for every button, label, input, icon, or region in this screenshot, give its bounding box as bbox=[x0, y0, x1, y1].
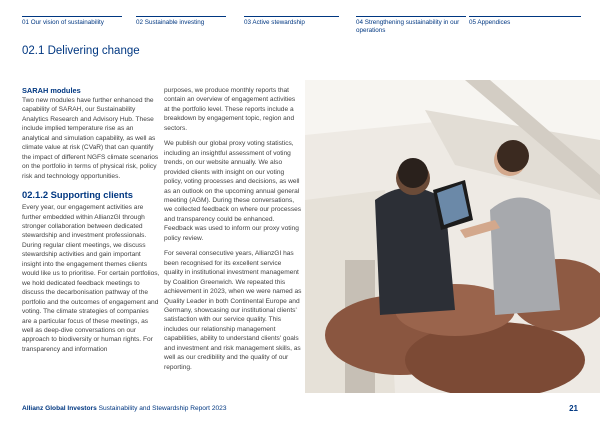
text-column-middle bbox=[164, 86, 302, 378]
section-nav bbox=[22, 16, 582, 38]
nav-label: 04 Strengthening sustainability in our operations bbox=[356, 19, 460, 35]
nav-label: 01 Our vision of sustainability bbox=[22, 19, 104, 26]
section-heading: 02.1.2 Supporting clients bbox=[22, 189, 133, 201]
footer-report-title: Sustainability and Stewardship Report 2023 bbox=[96, 405, 227, 412]
paragraph: We publish our global proxy voting statistics, including an insightful assessment of voting trends, on our website annually. We also provided clients with insight on our voting policy, voting processes and decisions, as well as an outlook on the upcoming annual general meeting (AGM). During these conversations, we collected feedback on where our processes and transparency could be enhanced. Feedback was used to inform our proxy voting policy review. bbox=[164, 140, 302, 242]
text-column-left bbox=[22, 86, 160, 360]
office-photo bbox=[305, 80, 600, 393]
nav-item-operations[interactable] bbox=[356, 16, 466, 36]
nav-label: 05 Appendices bbox=[469, 19, 511, 26]
nav-item-appendices[interactable] bbox=[469, 16, 581, 27]
footer-brand: Allianz Global Investors bbox=[22, 405, 97, 412]
subhead-sarah: SARAH modules bbox=[22, 86, 81, 95]
photo-illustration bbox=[305, 80, 600, 393]
paragraph: Two new modules have further enhanced the capability of SARAH, our Sustainability Analytics Research and Advisory Hub. These include implied temperature rise as an analytical and simulation capability, as well as climate value at risk (CVaR) that can quantify the impact of different NGFS climate scenarios on the portfolio in terms of physical risk, policy risk and technology opportunities. bbox=[22, 97, 159, 180]
paragraph: For several consecutive years, AllianzGI has been recognised for its excellent service quality in institutional investment management by Coalition Greenwich. We repeated this achievement in 2023, when we were named as Quality Leader in both Continental Europe and Germany, showcasing our institutional clients' satisfaction with our service quality. This includes our relationship management capabilities, ability to understand clients' goals and investment and risk management skills, as well as our credibility and the quality of our reporting. bbox=[164, 250, 302, 371]
nav-item-active-stewardship[interactable] bbox=[244, 16, 339, 27]
nav-label: 02 Sustainable investing bbox=[136, 19, 205, 26]
paragraph: purposes, we produce monthly reports that contain an overview of engagement activities at the portfolio level. These reports include a breakdown by engagement topic, region and sectors. bbox=[164, 87, 296, 132]
page-title: 02.1 Delivering change bbox=[22, 45, 140, 57]
page-number: 21 bbox=[569, 404, 578, 413]
paragraph: Every year, our engagement activities are further embedded within AllianzGI through stronger collaboration between dedicated stewardship and investment professionals. During regular client meetings, we discuss stewardship activities and gain important insight into the engagement themes clients would like us to prioritise. For certain portfolios, we hold dedicated feedback meetings to discuss the decarbonisation pathway of the portfolio and the outcomes of engagement and voting. The climate strategies of companies are a particular focus of these meetings, as well as deep-dive conversations on our approach to biodiversity or human rights. For transparency and information bbox=[22, 204, 160, 353]
footer bbox=[22, 405, 578, 412]
nav-item-sustainable-investing[interactable] bbox=[136, 16, 226, 27]
nav-label: 03 Active stewardship bbox=[244, 19, 305, 26]
nav-item-vision[interactable] bbox=[22, 16, 122, 27]
